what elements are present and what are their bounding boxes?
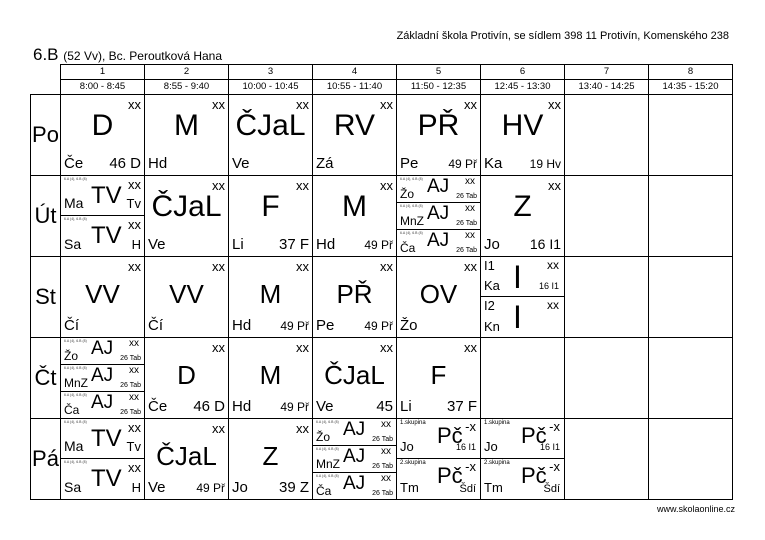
subject: ČJaL [324,360,385,390]
timetable [30,64,733,500]
lesson-group[interactable] [397,459,480,499]
group-code: xx [547,298,559,312]
lesson-cell-split[interactable] [61,338,145,419]
group-code: xx [128,420,141,435]
teacher: MnZ [64,376,88,390]
group-code: xx [465,176,475,187]
group-code: xx [212,259,225,274]
period-number: 4 [313,65,397,80]
teacher: Ča [316,484,332,498]
group-code: xx [212,97,225,112]
subject: AJ [427,230,450,251]
lesson-group[interactable] [397,419,480,459]
lesson-cell-split[interactable] [481,419,565,500]
day-label: Út [31,176,61,257]
teacher: Jo [484,236,500,253]
subject: PŘ [417,109,460,142]
group-code: xx [129,365,139,376]
room: 46 D [193,398,225,415]
subject: M [342,190,367,223]
subject: F [430,360,447,390]
group-code: xx [381,446,391,457]
lesson-cell[interactable] [229,257,313,338]
teacher: Žo [316,430,331,444]
lesson-cell[interactable] [145,95,229,176]
group-code: xx [128,460,141,475]
group-code: xx [129,338,139,349]
subject: OV [419,279,458,309]
teacher: Če [148,398,168,415]
group-code: xx [464,259,477,274]
teacher: Ča [64,403,80,417]
room: H [131,480,141,495]
room: 26 Tab [456,247,477,254]
subject: VV [169,279,204,309]
group-code: xx [212,340,225,355]
teacher: Jo [232,479,248,496]
room: Šdí [459,483,476,495]
room: 49 Př [364,319,393,333]
subject: M [259,279,282,309]
teacher: Jo [400,439,414,454]
group-code: xx [212,178,225,193]
day-label: Pá [31,419,61,500]
group-code: xx [296,178,309,193]
group-note: 6.A (4), 6.B (8) [64,460,87,464]
subject: TV [91,222,122,249]
group-note: 6.A (4), 6.B (8) [400,204,423,208]
empty-cell [649,176,733,257]
room: 16 I1 [529,236,561,252]
room: 26 Tab [372,436,393,443]
group-code: xx [548,97,561,112]
day-row-thursday [31,338,733,419]
teacher: Žo [64,349,79,363]
lesson-group[interactable] [397,203,480,230]
teacher: Hd [316,236,336,253]
period-number: 2 [145,65,229,80]
period-time: 8:55 - 9:40 [145,80,229,95]
subject: Pč [521,423,547,448]
group-label: 1.skupina [484,420,510,426]
empty-cell [649,257,733,338]
teacher: Ma [64,438,84,454]
subject: D [177,360,196,390]
room: 26 Tab [456,220,477,227]
group-code: xx [465,230,475,241]
teacher: Hd [148,155,168,172]
subject: ČJaL [151,190,222,223]
teacher: Ča [400,241,416,255]
room: 26 Tab [120,382,141,389]
lesson-group[interactable] [313,473,396,499]
lesson-group[interactable] [61,419,144,459]
lesson-cell-split[interactable] [313,419,397,500]
teacher: Zá [316,155,334,172]
subject: AJ [427,203,450,224]
subject: D [91,109,114,142]
lesson-group[interactable] [397,176,480,203]
group-code: -x [465,459,476,474]
group-code: xx [465,203,475,214]
room: Tv [126,439,141,454]
day-row-friday [31,419,733,500]
day-row-tuesday [31,176,733,257]
subject: Z [262,441,279,471]
teacher: Sa [64,479,82,495]
lesson-cell[interactable] [229,338,313,419]
group-note: 6.A (4), 6.B (8) [64,420,87,424]
lesson-cell[interactable] [481,95,565,176]
group-code: xx [212,421,225,436]
subject: I [513,299,522,335]
period-number: 8 [649,65,733,80]
group-code: xx [381,473,391,484]
lesson-cell[interactable] [145,257,229,338]
group-note: 6.A (4), 6.B (8) [64,177,87,181]
subject: TV [91,182,122,209]
teacher: Hd [232,398,252,415]
subject: AJ [343,419,366,440]
teacher: Ka [484,155,503,172]
lesson-cell[interactable] [61,257,145,338]
empty-cell [649,419,733,500]
teacher: Čí [148,317,163,334]
room: 26 Tab [372,463,393,470]
teacher: Tm [484,480,503,495]
lesson-group[interactable] [481,459,564,499]
subject: HV [501,109,544,142]
group-label: I1 [484,258,495,273]
teacher: Ka [484,278,500,293]
room: 39 Z [278,479,309,496]
group-code: xx [128,177,141,192]
period-time: 10:00 - 10:45 [229,80,313,95]
group-note: 6.A (4), 6.B (8) [316,474,339,478]
teacher: Sa [64,236,82,252]
teacher: MnZ [400,214,424,228]
subject: ČJaL [235,109,306,142]
group-code: xx [380,340,393,355]
day-label: Čt [31,338,61,419]
room: 19 Hv [529,157,561,171]
group-note: 6.A (4), 6.B (8) [64,217,87,221]
room: 49 Př [280,400,309,414]
lesson-group[interactable] [313,446,396,473]
lesson-group[interactable] [61,365,144,392]
subject: VV [85,279,120,309]
subject: F [261,190,280,223]
lesson-group[interactable] [61,392,144,418]
room: 49 Př [364,238,393,252]
room: 26 Tab [372,490,393,497]
group-note: 6.A (4), 6.B (8) [64,339,87,343]
teacher: Li [232,236,244,253]
period-number-row [31,65,733,80]
lesson-cell[interactable] [229,419,313,500]
subject: Z [513,190,532,223]
teacher: Ve [316,398,334,415]
period-number: 1 [61,65,145,80]
subject: M [174,109,199,142]
group-code: -x [465,419,476,434]
lesson-cell[interactable] [313,95,397,176]
group-code: xx [381,419,391,430]
subject: Pč [437,423,463,448]
group-code: xx [464,340,477,355]
lesson-cell[interactable] [61,95,145,176]
group-label: I2 [484,298,495,313]
empty-cell [565,257,649,338]
group-note: 6.A (4), 6.B (8) [64,366,87,370]
lesson-cell[interactable] [229,176,313,257]
lesson-group[interactable] [61,216,144,256]
room: Šdí [543,483,560,495]
room: 16 I1 [539,442,560,452]
subject: TV [91,425,122,452]
lesson-cell[interactable] [145,338,229,419]
group-code: xx [380,97,393,112]
group-code: xx [128,259,141,274]
group-code: xx [128,217,141,232]
lesson-cell[interactable] [481,176,565,257]
empty-cell [649,95,733,176]
subject: AJ [91,365,114,386]
lesson-group[interactable] [313,419,396,446]
footer-url[interactable]: www.skolaonline.cz [656,504,735,514]
group-code: xx [547,258,559,272]
school-name: Základní škola Protivín, se sídlem 398 11 Protivín, Komenského 238 [396,30,729,42]
group-note: 6.A (4), 6.B (8) [316,420,339,424]
subject: AJ [343,446,366,467]
group-note: 6.A (4), 6.B (8) [316,447,339,451]
lesson-cell[interactable] [313,257,397,338]
room: 37 F [446,398,477,415]
class-detail: (52 Vv), Bc. Peroutková Hana [63,49,223,63]
teacher: Ma [64,195,84,211]
lesson-cell[interactable] [145,419,229,500]
empty-cell [565,419,649,500]
lesson-cell[interactable] [229,95,313,176]
teacher: Čí [64,317,79,334]
subject: PŘ [336,279,373,309]
group-code: xx [128,97,141,112]
lesson-cell[interactable] [397,95,481,176]
subject: AJ [343,473,366,494]
period-number: 5 [397,65,481,80]
teacher: Žo [400,187,415,201]
subject: ČJaL [156,441,217,471]
group-code: xx [296,340,309,355]
teacher: Ve [148,236,166,253]
group-label: 2.skupina [400,460,426,466]
lesson-cell-split[interactable] [61,419,145,500]
class-header [33,45,222,65]
lesson-cell[interactable] [313,176,397,257]
lesson-cell-split[interactable] [397,176,481,257]
room: 49 Př [448,157,477,171]
lesson-cell-split[interactable] [481,257,565,338]
day-label: Po [31,95,61,176]
room: 49 Př [280,319,309,333]
subject: I [513,259,522,295]
subject: AJ [91,338,114,359]
lesson-cell-split[interactable] [61,176,145,257]
group-note: 6.A (4), 6.B (8) [64,393,87,397]
room: 16 I1 [538,281,559,291]
teacher: Li [400,398,412,415]
teacher: Jo [484,439,498,454]
group-code: xx [296,259,309,274]
group-note: 6.A (4), 6.B (8) [400,231,423,235]
group-label: 2.skupina [484,460,510,466]
period-number: 6 [481,65,565,80]
teacher: Ve [148,479,166,496]
lesson-cell-split[interactable] [397,419,481,500]
group-note: 6.A (4), 6.B (8) [400,177,423,181]
lesson-group[interactable] [481,257,564,297]
period-time: 8:00 - 8:45 [61,80,145,95]
day-row-monday [31,95,733,176]
lesson-group[interactable] [481,297,564,337]
period-time: 12:45 - 13:30 [481,80,565,95]
empty-cell [565,338,649,419]
header-corner [31,65,61,95]
teacher: Pe [316,317,335,334]
period-number: 3 [229,65,313,80]
period-time: 13:40 - 14:25 [565,80,649,95]
day-row-wednesday [31,257,733,338]
teacher: Če [64,155,84,172]
lesson-cell[interactable] [313,338,397,419]
period-time: 11:50 - 12:35 [397,80,481,95]
subject: AJ [91,392,114,413]
room: Tv [126,196,141,211]
group-code: xx [380,178,393,193]
subject: M [259,360,282,390]
lesson-cell[interactable] [145,176,229,257]
teacher: Kn [484,319,500,334]
subject: AJ [427,176,450,197]
group-code: -x [549,419,560,434]
day-label: St [31,257,61,338]
teacher: MnZ [316,457,340,471]
room: 45 [376,398,393,415]
period-number: 7 [565,65,649,80]
teacher: Pe [400,155,419,172]
group-code: xx [464,97,477,112]
group-code: xx [129,392,139,403]
lesson-group[interactable] [61,338,144,365]
lesson-group[interactable] [397,230,480,256]
teacher: Ve [232,155,250,172]
lesson-group[interactable] [481,419,564,459]
room: H [131,237,141,252]
group-code: xx [296,97,309,112]
subject: Pč [521,463,547,488]
group-code: -x [549,459,560,474]
group-code: xx [548,178,561,193]
subject: TV [91,465,122,492]
period-time-row [31,80,733,95]
empty-cell [565,176,649,257]
period-time: 10:55 - 11:40 [313,80,397,95]
empty-cell [481,338,565,419]
room: 26 Tab [120,409,141,416]
room: 37 F [278,236,309,253]
lesson-cell[interactable] [397,257,481,338]
period-time: 14:35 - 15:20 [649,80,733,95]
lesson-cell[interactable] [397,338,481,419]
empty-cell [649,338,733,419]
room: 49 Př [196,481,225,495]
subject: Pč [437,463,463,488]
room: 26 Tab [120,355,141,362]
lesson-group[interactable] [61,459,144,499]
group-label: 1.skupina [400,420,426,426]
subject: RV [333,109,376,142]
room: 46 D [109,155,141,172]
group-code: xx [296,421,309,436]
room: 26 Tab [456,193,477,200]
room: 16 I1 [455,442,476,452]
empty-cell [565,95,649,176]
teacher: Tm [400,480,419,495]
group-code: xx [380,259,393,274]
lesson-group[interactable] [61,176,144,216]
teacher: Žo [400,317,418,334]
teacher: Hd [232,317,252,334]
class-name: 6.B [33,45,59,64]
